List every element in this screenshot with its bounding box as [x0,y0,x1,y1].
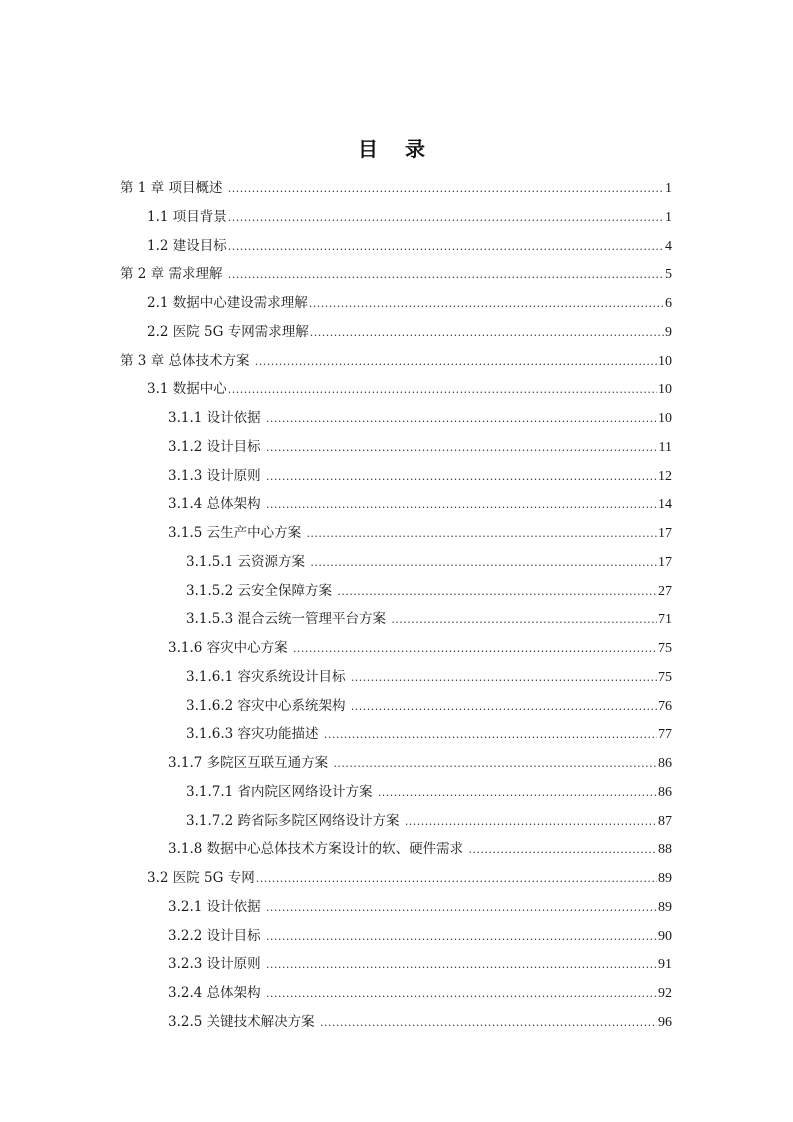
toc-entry[interactable] [186,581,672,601]
dot-leader [228,179,664,199]
toc-entry-label[interactable]: 3.1.3 设计原则 [168,467,265,484]
toc-title: 目 录 [358,137,435,161]
dot-leader [337,582,657,602]
toc-entry-page-number[interactable]: 1 [665,181,672,196]
toc-entry-page-number[interactable]: 17 [658,526,672,541]
toc-entry[interactable] [168,983,672,1003]
toc-entry-label[interactable]: 2.1 数据中心建设需求理解 [147,295,308,311]
toc-entry[interactable] [168,523,672,543]
toc-entry[interactable] [168,408,672,428]
dot-leader [351,697,657,717]
toc-entry[interactable] [168,638,672,658]
dot-leader [310,553,657,573]
dot-leader [333,754,657,774]
toc-entry-label[interactable]: 3.1.7.1 省内院区网络设计方案 [186,783,377,800]
dot-leader [228,380,657,400]
toc-entry[interactable] [186,811,672,831]
toc-entry-page-number[interactable]: 17 [658,554,672,570]
toc-entry[interactable] [168,437,672,457]
toc-entry-page-number[interactable]: 12 [658,468,672,484]
toc-entry-page-number[interactable]: 92 [658,986,672,1001]
dot-leader [310,323,664,343]
toc-entry-label[interactable]: 3.2.3 设计原则 [168,956,265,973]
toc-entry[interactable] [186,609,672,629]
toc-entry-page-number[interactable]: 27 [658,583,672,599]
toc-entry[interactable] [186,667,672,687]
toc-entry-page-number[interactable]: 10 [658,411,672,426]
dot-leader [378,783,657,803]
dot-leader [256,869,657,889]
dot-leader [255,352,657,372]
toc-entry-page-number[interactable]: 11 [658,439,672,455]
toc-entry-label[interactable]: 3.2.1 设计依据 [168,898,265,915]
toc-entry[interactable] [168,466,672,486]
toc-entry-page-number[interactable]: 90 [658,928,672,944]
toc-entry[interactable] [168,494,672,514]
toc-entry-label[interactable]: 第 3 章 总体技术方案 [120,352,254,369]
dot-leader [405,812,657,832]
toc-entry-page-number[interactable]: 89 [658,899,672,915]
toc-entry-page-number[interactable]: 86 [658,756,672,771]
dot-leader [293,639,657,659]
dot-leader [266,438,658,458]
toc-entry[interactable] [147,868,672,888]
toc-entry[interactable] [147,322,672,342]
toc-entry-label[interactable]: 3.1.4 总体架构 [168,496,265,513]
toc-entry[interactable] [186,696,672,716]
toc-entry-page-number[interactable]: 14 [658,497,672,513]
toc-entry-page-number[interactable]: 5 [665,267,672,283]
toc-entry[interactable] [147,236,672,256]
toc-entry-label[interactable]: 3.1.7.2 跨省际多院区网络设计方案 [186,812,404,829]
toc-entry[interactable] [147,379,672,399]
toc-entry[interactable] [168,839,672,859]
toc-entry-label[interactable]: 3.2 医院 5G 专网 [147,870,255,886]
toc-entry[interactable] [168,954,672,974]
toc-entry-page-number[interactable]: 75 [658,641,672,656]
toc-entry-page-number[interactable]: 89 [658,871,672,886]
toc-entry-label[interactable]: 3.2.4 总体架构 [168,985,265,1001]
toc-entry-label[interactable]: 3.1 数据中心 [147,381,227,398]
toc-entry-page-number[interactable]: 91 [658,957,672,973]
dot-leader [468,840,657,860]
toc-entry-label[interactable]: 3.1.7 多院区互联互通方案 [168,755,333,771]
toc-entry-label[interactable]: 3.1.6.3 容灾功能描述 [186,726,323,743]
toc-entry-page-number[interactable]: 87 [658,813,672,829]
toc-entry-page-number[interactable]: 9 [665,324,672,340]
toc-entry[interactable] [147,207,672,227]
toc-entry[interactable] [186,782,672,802]
toc-entry-label[interactable]: 3.1.5.3 混合云统一管理平台方案 [186,611,391,628]
dot-leader [306,524,657,544]
toc-entry[interactable] [120,178,672,198]
toc-entry-page-number[interactable]: 88 [658,842,672,858]
dot-leader [266,467,657,487]
toc-entry-label[interactable]: 3.1.5.1 云资源方案 [186,553,310,570]
dot-leader [266,984,657,1004]
toc-entry-label[interactable]: 3.1.5.2 云安全保障方案 [186,582,337,599]
toc-entry-page-number[interactable]: 4 [665,238,672,254]
toc-entry[interactable] [168,1012,672,1032]
toc-entry-label[interactable]: 3.1.8 数据中心总体技术方案设计的软、硬件需求 [168,841,468,858]
dot-leader [266,898,657,918]
toc-entry[interactable] [120,351,672,371]
toc-entry-label[interactable]: 3.1.6 容灾中心方案 [168,640,292,656]
dot-leader [351,668,657,688]
toc-entry-page-number[interactable]: 75 [658,669,672,685]
dot-leader [228,265,664,285]
toc-entry-label[interactable]: 3.1.2 设计目标 [168,438,265,455]
toc-entry-page-number[interactable]: 96 [658,1014,672,1030]
toc-entry-page-number[interactable]: 86 [658,784,672,800]
toc-entry-label[interactable]: 3.1.6.1 容灾系统设计目标 [186,668,350,685]
dot-leader [391,610,657,630]
dot-leader [266,495,657,515]
dot-leader [320,1013,657,1033]
toc-entry-label[interactable]: 3.2.2 设计目标 [168,927,265,944]
toc-entry[interactable] [186,552,672,572]
toc-entry-label[interactable]: 3.1.1 设计依据 [168,410,265,426]
toc-entry-page-number[interactable]: 10 [658,382,672,398]
toc-entry-label[interactable]: 第 1 章 项目概述 [120,180,227,196]
toc-entry[interactable] [168,753,672,773]
toc-entry[interactable] [168,897,672,917]
toc-entry[interactable] [168,926,672,946]
toc-entry-page-number[interactable]: 6 [665,296,672,311]
toc-entry-page-number[interactable]: 1 [665,209,672,225]
dot-leader [324,725,657,745]
dot-leader [266,409,657,429]
toc-entry-label[interactable]: 1.2 建设目标 [147,237,227,254]
toc-entry[interactable] [186,724,672,744]
dot-leader [309,294,664,314]
toc-entry-label[interactable]: 2.2 医院 5G 专网需求理解 [147,323,309,340]
toc-entry-page-number[interactable]: 76 [658,698,672,714]
toc-entry-label[interactable]: 第 2 章 需求理解 [120,266,227,283]
toc-entry-label[interactable]: 3.2.5 关键技术解决方案 [168,1013,319,1030]
toc-entry-label[interactable]: 3.1.5 云生产中心方案 [168,525,306,541]
toc-entry-page-number[interactable]: 10 [658,353,672,369]
toc-entry-label[interactable]: 3.1.6.2 容灾中心系统架构 [186,697,350,714]
dot-leader [266,955,657,975]
dot-leader [228,237,664,257]
dot-leader [228,208,664,228]
toc-entry-label[interactable]: 1.1 项目背景 [147,208,227,225]
toc-entry[interactable] [147,293,672,313]
toc-entry-page-number[interactable]: 71 [658,612,672,628]
toc-entry[interactable] [120,264,672,284]
toc-entry-page-number[interactable]: 77 [658,727,672,743]
dot-leader [266,927,657,947]
